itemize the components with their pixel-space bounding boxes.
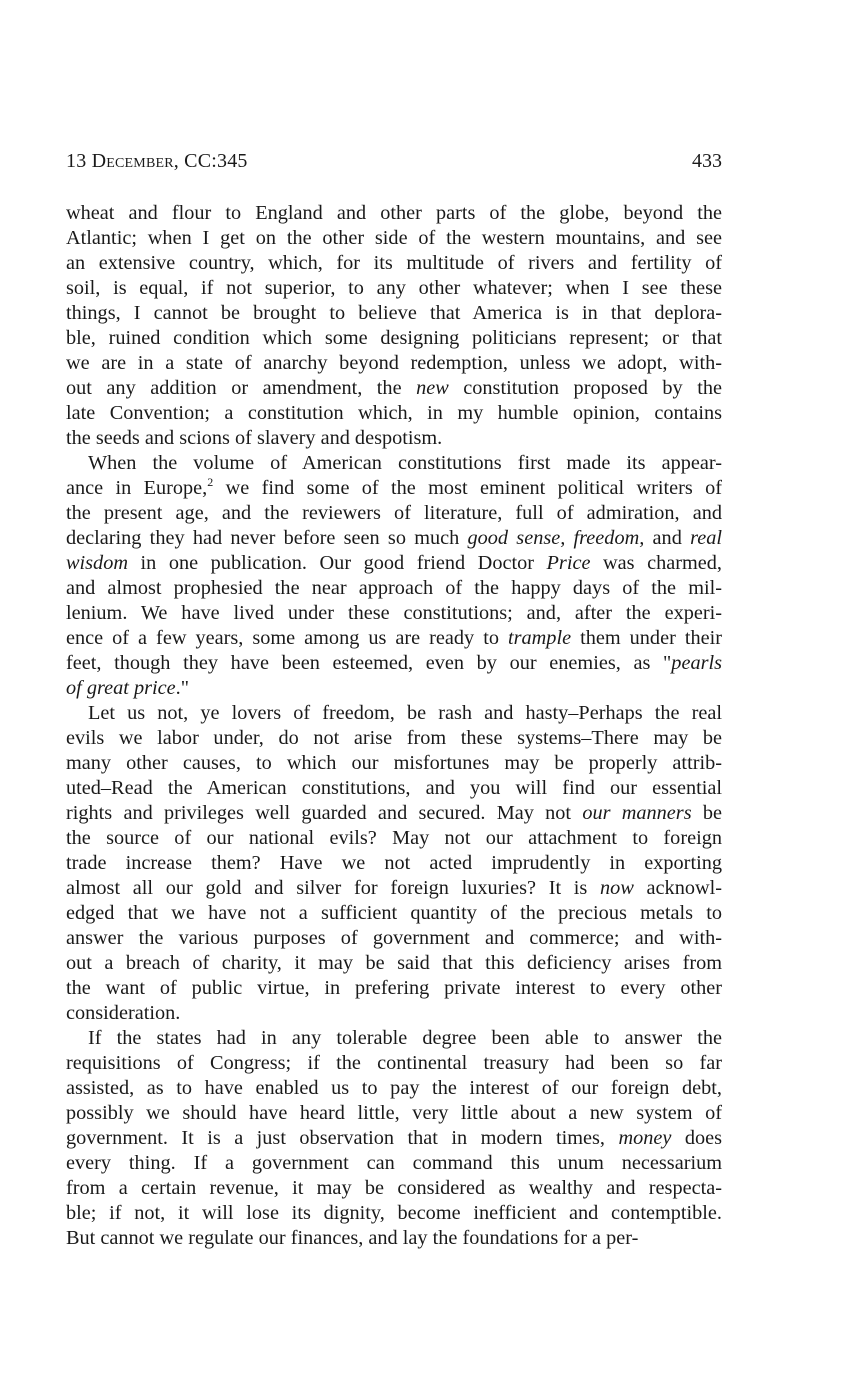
text-line [66,1176,722,1201]
text-run: them under their [571,627,722,649]
running-head-title [66,150,248,173]
italic-text: good sense, freedom, [467,527,645,549]
italic-text: real [690,527,722,549]
italic-text: Price [546,552,591,574]
text-run: does [671,1127,723,1149]
text-run: trade increase them? Have we not acted imprudently in exporting [66,852,722,874]
text-run: almost all our gold and silver for foreign luxuries? It is [66,877,601,899]
italic-text: trample [507,627,572,649]
text-run: possibly we should have heard little, very little about a new system of [66,1102,722,1124]
text-run: late Convention; a constitution which, in my humble opinion, contains [66,402,722,424]
text-run: edged that we have not a sufficient quantity of the precious metals to [66,902,722,924]
text-run: every thing. If a government can command this unum necessarium [66,1152,722,1174]
text-line [66,876,722,901]
text-line [66,826,722,851]
text-run: ence of a few years, some among us are ready to [66,627,508,649]
text-run: out any addition or amendment, the [66,377,417,399]
text-run: If the states had in any tolerable degree been able to answer the [88,1027,722,1049]
page-number: 433 [692,150,722,172]
text-run: wheat and flour to England and other parts of the globe, beyond the [66,202,722,224]
text-run: lenium. We have lived under these constitutions; and, after the experi- [66,602,722,624]
text-run: feet, though they have been esteemed, even by our enemies, as " [66,652,672,674]
text-run: many other causes, to which our misfortunes may be properly attrib- [66,752,722,774]
text-run: be [691,802,722,824]
text-line [66,601,722,626]
text-run: was charmed, [590,552,722,574]
header-date-month: December [91,150,174,172]
text-run: soil, is equal, if not superior, to any other whatever; when I see these [66,277,722,299]
text-run: rights and privileges well guarded and secured. May not [66,802,583,824]
italic-text: now [600,877,634,899]
paragraph [66,201,722,451]
text-line [66,1151,722,1176]
text-line [66,976,722,1001]
text-line [66,1051,722,1076]
paragraph [66,451,722,701]
text-line [66,1001,722,1026]
text-line [66,201,722,226]
text-run: answer the various purposes of government and commerce; and with- [66,927,722,949]
text-run: constitution proposed by the [448,377,722,399]
text-run: and almost prophesied the near approach of the happy days of the mil- [66,577,722,599]
italic-text: money [618,1127,672,1149]
text-line [66,451,722,476]
text-line [66,801,722,826]
text-line [66,751,722,776]
text-run: the want of public virtue, in prefering private interest to every other [66,977,722,999]
text-run: and [644,527,691,549]
text-run: But cannot we regulate our finances, and lay the foundations for a per- [66,1227,639,1249]
text-run: When the volume of American constitutions first made its appear- [88,452,722,474]
body-text [66,201,722,1251]
text-line [66,626,722,651]
text-run: the seeds and scions of slavery and despotism. [66,427,443,449]
text-line [66,326,722,351]
text-run: ." [175,677,190,699]
italic-text: pearls [671,652,722,674]
text-run: assisted, as to have enabled us to pay the interest of our foreign debt, [66,1077,722,1099]
text-line [66,301,722,326]
text-line [66,776,722,801]
text-run: an extensive country, which, for its multitude of rivers and fertility of [66,252,722,274]
italic-text: wisdom [66,552,128,574]
text-run: acknowl- [633,877,723,899]
text-line [66,376,722,401]
text-run: uted–Read the American constitutions, and you will find our essential [66,777,722,799]
italic-text: new [416,377,449,399]
text-line [66,726,722,751]
text-line [66,951,722,976]
text-line [66,1101,722,1126]
text-line [66,251,722,276]
text-run: from a certain revenue, it may be considered as wealthy and respecta- [66,1177,722,1199]
text-line [66,526,722,551]
text-run: evils we labor under, do not arise from these systems–There may be [66,727,722,749]
text-line [66,501,722,526]
text-line [66,401,722,426]
footnote-marker: 2 [207,475,214,489]
text-run: things, I cannot be brought to believe that America is in that deplora- [66,302,722,324]
text-line [66,226,722,251]
text-run: in one publication. Our good friend Doctor [127,552,547,574]
text-line [66,901,722,926]
text-run: we find some of the most eminent political writers of [213,477,722,499]
text-line [66,576,722,601]
italic-text: of great price [66,677,176,699]
text-run: ble; if not, it will lose its dignity, become inefficient and contemptible. [66,1202,722,1224]
text-run: ble, ruined condition which some designing politicians represent; or that [66,327,722,349]
text-line [66,1201,722,1226]
text-run: declaring they had never before seen so much [66,527,468,549]
paragraph [66,701,722,1026]
text-line [66,851,722,876]
paragraph [66,1026,722,1251]
text-line [66,701,722,726]
text-run: requisitions of Congress; if the continental treasury had been so far [66,1052,722,1074]
text-run: government. It is a just observation that in modern times, [66,1127,619,1149]
text-run: we are in a state of anarchy beyond redemption, unless we adopt, with- [66,352,722,374]
text-line [66,426,722,451]
text-run: ance in Europe, [66,477,208,499]
text-line [66,1126,722,1151]
text-line [66,476,722,501]
text-line [66,351,722,376]
text-line [66,276,722,301]
text-line [66,551,722,576]
text-line [66,926,722,951]
text-run: the present age, and the reviewers of literature, full of admiration, and [66,502,722,524]
text-line [66,676,722,701]
running-head [66,150,722,180]
text-run: the source of our national evils? May not our attachment to foreign [66,827,722,849]
italic-text: our manners [582,802,692,824]
header-date-number: 13 [66,150,92,172]
text-line [66,651,722,676]
text-run: Let us not, ye lovers of freedom, be rash and hasty–Perhaps the real [88,702,722,724]
text-line [66,1076,722,1101]
text-line [66,1026,722,1051]
text-line [66,1226,722,1251]
text-run: out a breach of charity, it may be said that this deficiency arises from [66,952,722,974]
text-run: consideration. [66,1002,181,1024]
header-doc-ref: , CC:345 [173,150,248,172]
text-run: Atlantic; when I get on the other side of the western mountains, and see [66,227,722,249]
